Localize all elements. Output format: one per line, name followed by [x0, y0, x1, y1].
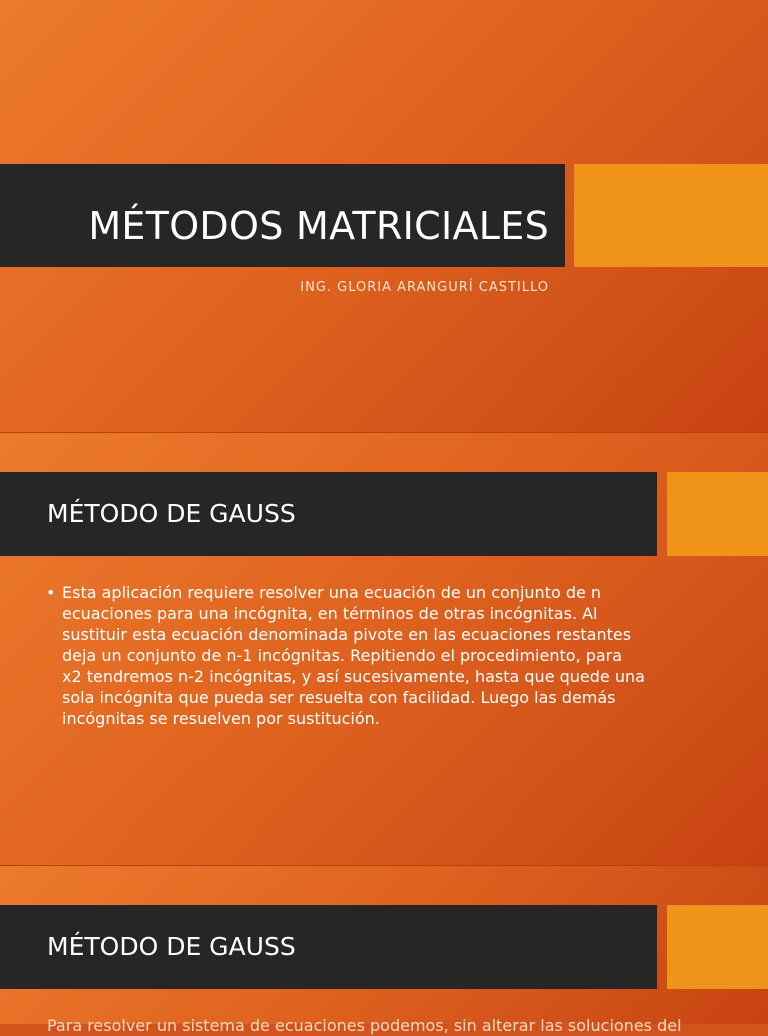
presentation-title: MÉTODOS MATRICIALES	[88, 204, 549, 248]
bullet-list	[46, 582, 646, 729]
accent-block	[667, 472, 768, 556]
title-bar	[0, 472, 657, 556]
slide-title: MÉTODO DE GAUSS	[47, 499, 296, 528]
author-subtitle: ING. GLORIA ARANGURÍ CASTILLO	[300, 280, 549, 295]
slide-title: MÉTODO DE GAUSS	[47, 932, 296, 961]
gauss-method-slide	[0, 433, 768, 865]
bullet-icon: •	[46, 583, 56, 602]
title-slide	[0, 0, 768, 432]
accent-block	[574, 164, 768, 267]
bullet-item	[46, 582, 646, 729]
body-text-partial: Para resolver un sistema de ecuaciones podemos, sin alterar las soluciones del	[47, 1016, 682, 1035]
bullet-text: Esta aplicación requiere resolver una ecuación de un conjunto de n ecuaciones para una incógnita, en términos de otras incógnitas. Al sustituir esta ecuación denominada pivote en las ecuaciones restantes deja un conjunto de n-1 incógnitas. Repitiendo el procedimiento, para x2 tendremos n-2 incógnitas, y así sucesivamente, hasta que quede una sola incógnita que pueda ser resuelta con facilidad. Luego las demás incógnitas se resuelven por sustitución.	[62, 583, 645, 728]
title-bar	[0, 905, 657, 989]
accent-block	[667, 905, 768, 989]
title-bar	[0, 164, 565, 267]
gauss-method-slide-continued	[0, 866, 768, 1035]
